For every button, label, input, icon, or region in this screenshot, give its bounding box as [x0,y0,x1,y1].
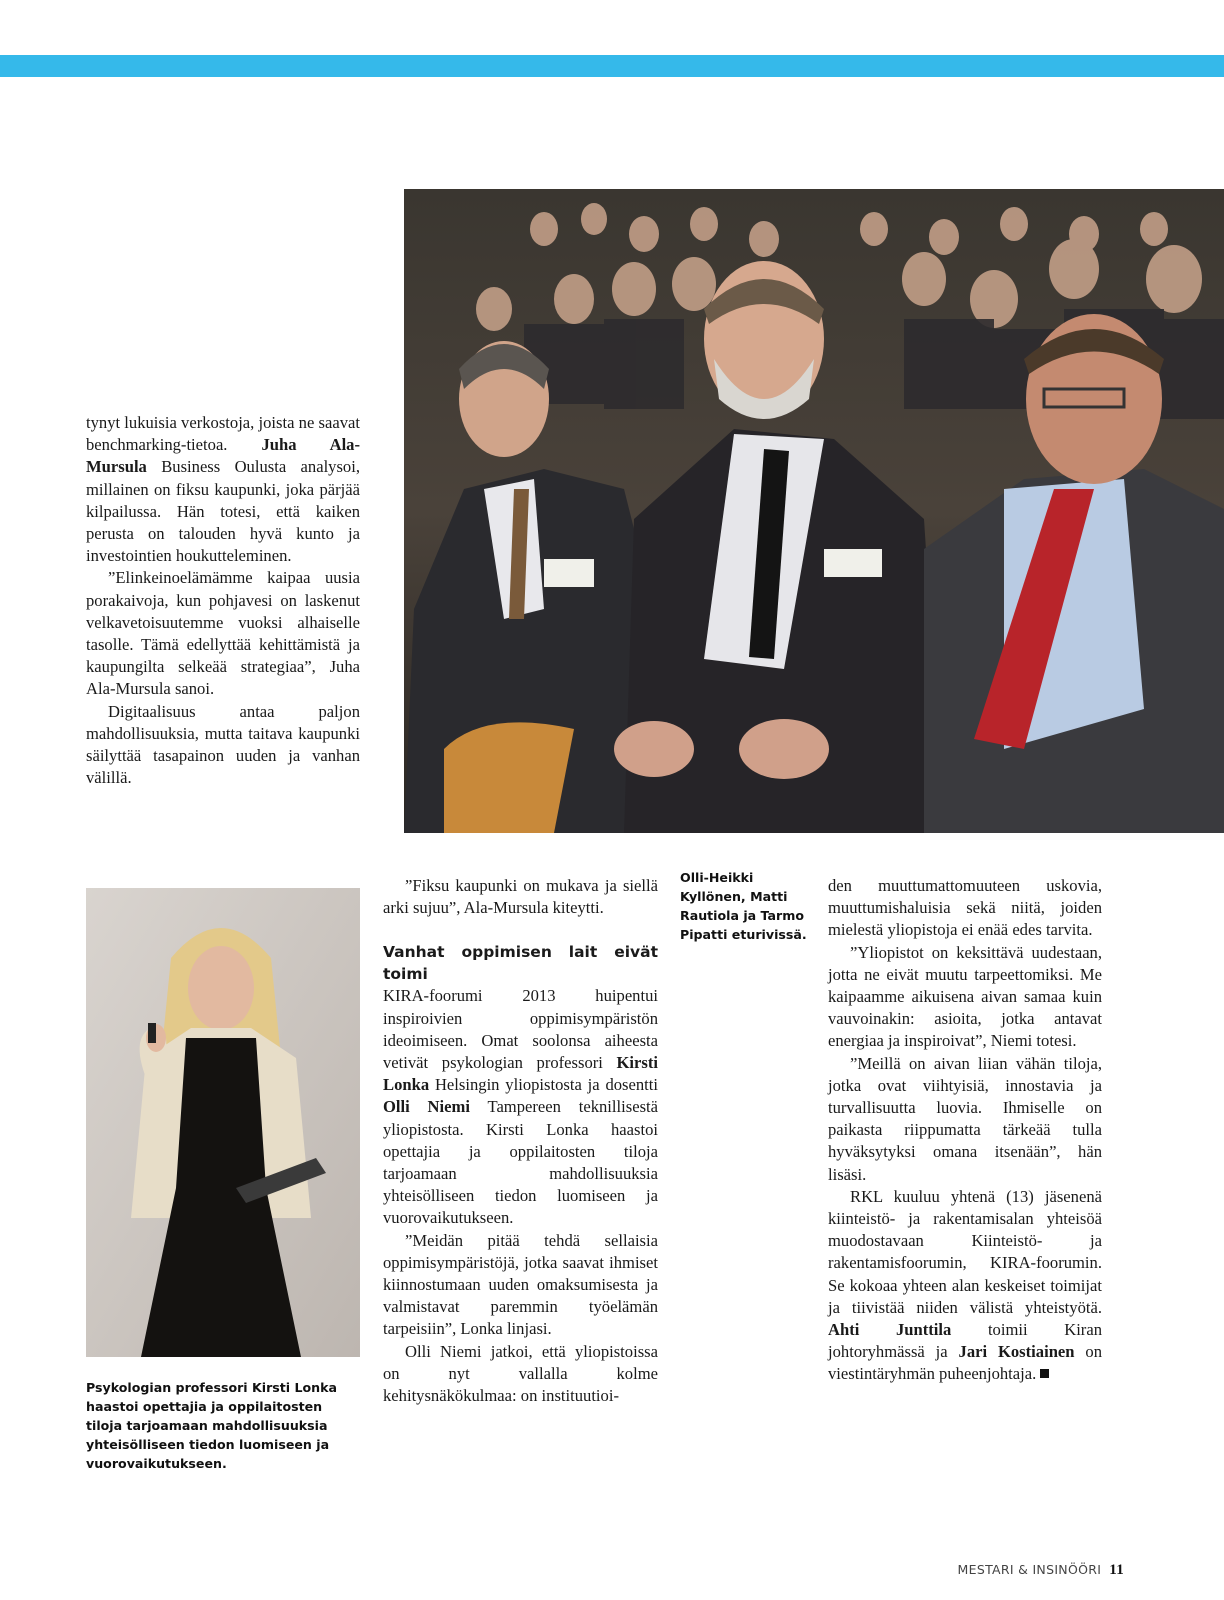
audience-photo [404,189,1224,833]
col1-paragraph-2: ”Elinkeinoelämämme kaipaa uusia porakaivoja, kun pohjavesi on laskenut velkavetoisuutemme vuoksi alhaiselle tasolle. Tämä edellyttää kehittämistä ja kaupungilta selkeää strategiaa”, Juha Ala-Mursula sanoi. [86,568,360,699]
col3-paragraph-2: ”Yliopistot on keksittävä uudestaan, jotta ne eivät muutu tarpeettomiksi. Me kaipaamme aikuisena aivan samaa kuin vauvoinakin: asioita, jotka antavat energiaa ja inspiroivat”, Niemi totesi. [828,942,1102,1051]
speaker-photo-caption: Psykologian professori Kirsti Lonka haastoi opettajia ja oppilaitosten tiloja tarjoamaan mahdollisuuksia yhteisölliseen tiedon luomiseen ja vuorovaikutukseen. [86,1380,338,1471]
col2-paragraph-1: ”Fiksu kaupunki on mukava ja siellä arki sujuu”, Ala-Mursula kiteytti. [383,876,658,918]
name-juha-ala-mursula: Juha Ala-Mursula [86,435,360,477]
col2-paragraph-2: KIRA-foorumi 2013 huipentui inspiroivien oppimisympäristön ideoimiseen. Omat soolonsa aiheesta vetivät psykologian professori Kirsti Lonka Helsingin yliopistosta ja dosentti Olli Niemi Tampereen teknillisestä yliopistosta. Kirsti Lonka haastoi opettajia ja oppilaitosten tiloja tarjoamaan mahdollisuuksia yhteisölliseen tiedon luomiseen ja vuorovaikutukseen. [383,986,659,1228]
top-accent-bar [0,55,1224,77]
page-number: 11 [1109,1562,1124,1578]
end-of-article-icon [1040,1369,1049,1378]
col1-paragraph-1: tynyt lukuisia verkostoja, joista ne saavat benchmarking-tietoa. Juha Ala-Mursula Business Oulusta analysoi, millainen on fiksu kaupunki, joka pärjää kilpailussa. Hän totesi, että kaiken perusta on talouden hyvä kunto ja investointien houkutteleminen. [86,413,360,566]
name-kirsti-lonka: Kirsti Lonka [383,1053,658,1095]
name-jari-kostiainen: Jari Kostiainen [958,1342,1075,1362]
column-3 [828,875,1102,1386]
page-footer [958,1562,1124,1579]
col2-paragraph-3: ”Meidän pitää tehdä sellaisia oppimisympäristöjä, jotka saavat ihmiset kiinnostumaan uuden omaksumisesta ja valmistavat paremmin työelämän tarpeisiin”, Lonka linjasi. [383,1230,658,1339]
audience-photo-caption: Olli-Heikki Kyllönen, Matti Rautiola ja Tarmo Pipatti eturivissä. [680,870,807,942]
name-olli-niemi: Olli Niemi [383,1097,470,1117]
col3-paragraph-3: ”Meillä on aivan liian vähän tiloja, jotka ovat viihtyisiä, innostavia ja turvallisuutta luovia. Ihmiselle on paikasta riippumatta tärkeää tulla hyväksytyksi omana itsenään”, hän lisäsi. [828,1053,1102,1184]
name-ahti-junttila: Ahti Junttila [828,1320,952,1340]
magazine-name: MESTARI & INSINÖÖRI [957,1562,1102,1577]
column-1 [86,412,360,789]
col2-paragraph-4: Olli Niemi jatkoi, että yliopistoissa on nyt vallalla kolme kehitysnäkökulmaa: on instituutioi- [383,1341,658,1406]
column-2 [383,875,658,1407]
col3-paragraph-4: RKL kuuluu yhtenä (13) jäsenenä kiinteistö- ja rakentamisalan yhteisöä muodostavaan Kiinteistö- ja rakentamisfoorumin, KIRA-foorumin. Se kokoaa yhteen alan keskeiset toimijat ja tiivistää niiden välistä yhteistyötä. Ahti Junttila toimii Kiran johtoryhmässä ja Jari Kostiainen on viestintäryhmän puheenjohtaja. [828,1186,1102,1384]
speaker-photo [86,888,360,1357]
section-subheading: Vanhat oppimisen lait eivät toimi [383,943,658,984]
col3-paragraph-1: den muuttumattomuuteen uskovia, muuttumishaluisia sekä niitä, joiden mielestä yliopistoja ei enää edes tarvita. [828,876,1102,940]
col1-paragraph-3: Digitaalisuus antaa paljon mahdollisuuksia, mutta taitava kaupunki säilyttää tasapainon uuden ja vanhan välillä. [86,701,360,788]
